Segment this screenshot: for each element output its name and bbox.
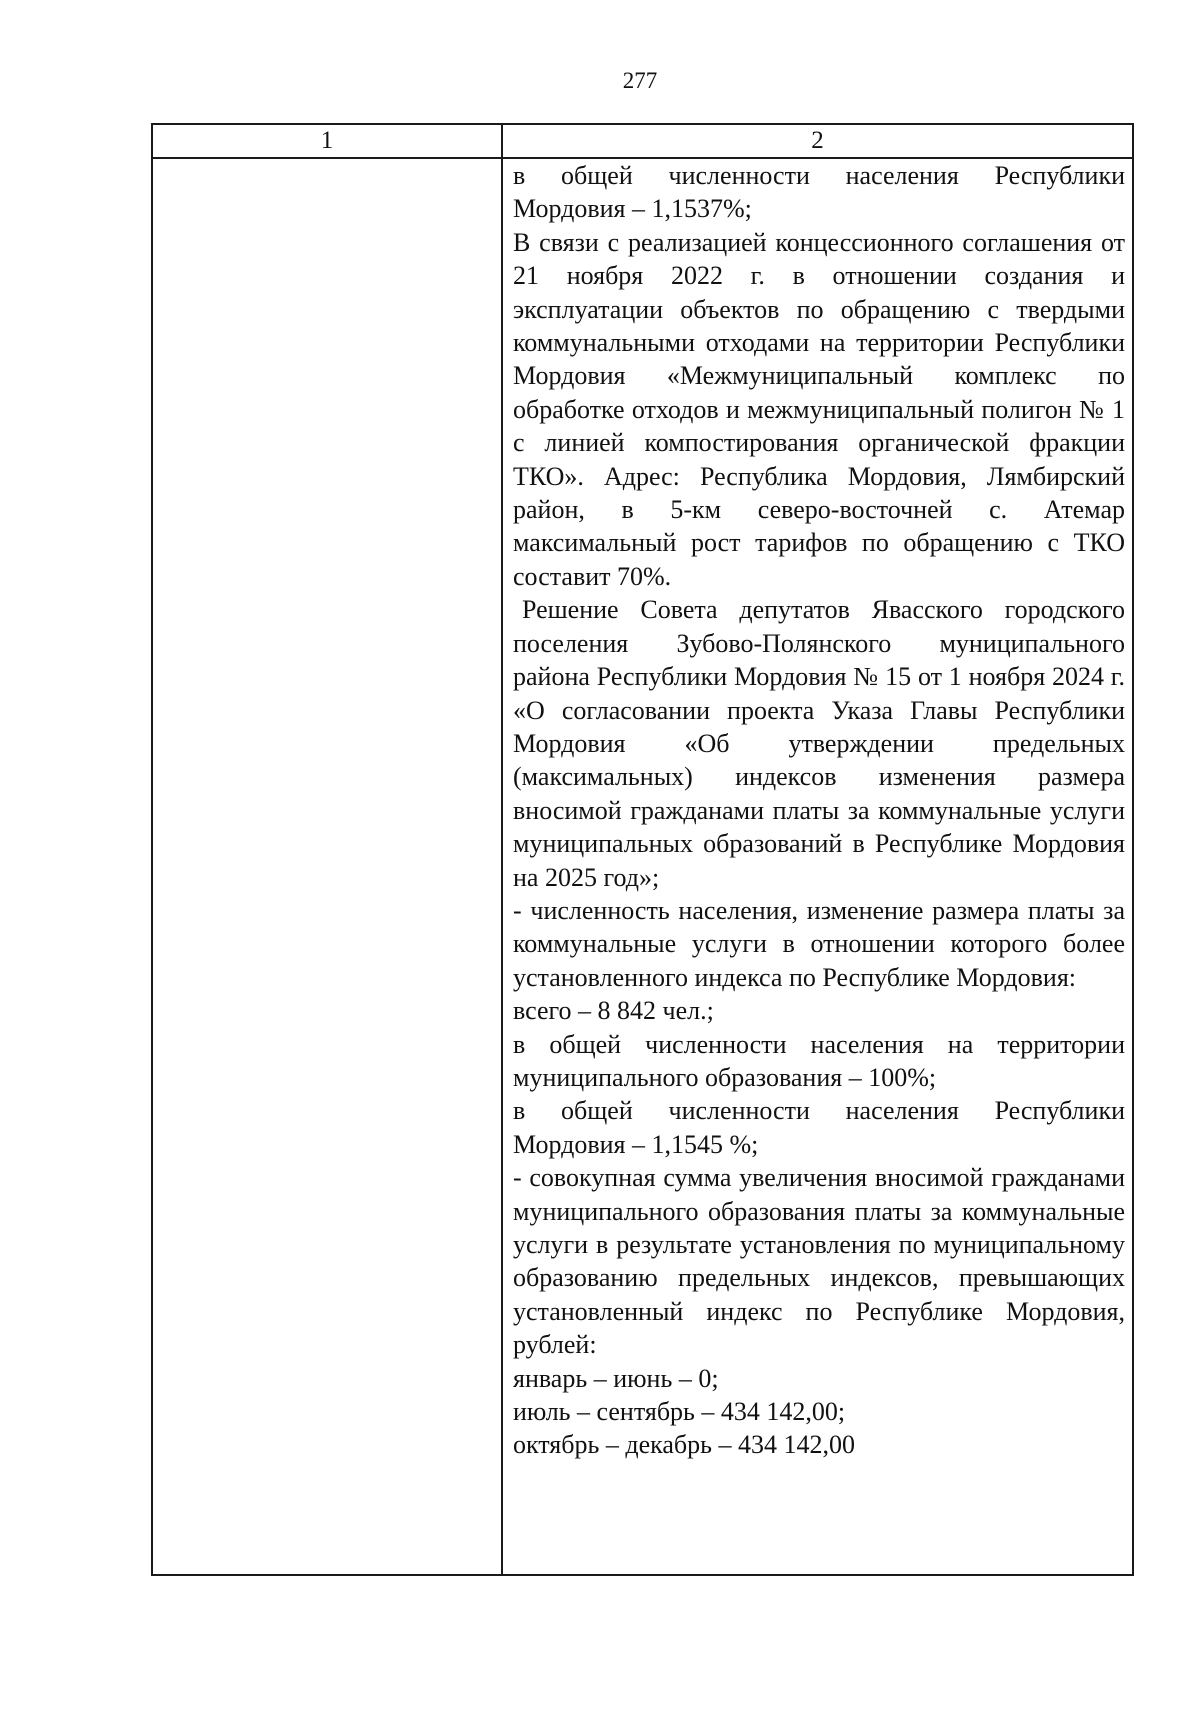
paragraph-total-increase-heading: - совокупная сумма увеличения вносимой гражданами муниципального образования платы за коммунальные услуги в результате установления по муниципальному образованию предельных индексов, превышающих установленный индекс по Республике Мордовия, рублей: bbox=[513, 1163, 1125, 1360]
paragraph-population-count-heading: - численность населения, изменение размера платы за коммунальные услуги в отношении которого более установленного индекса по Республике Мордовия: bbox=[513, 895, 1125, 992]
paragraph-population-share-1: в общей численности населения Республики Мордовия – 1,1537%; bbox=[513, 161, 1125, 224]
paragraph-municipal-share: в общей численности населения на территории муниципального образования – 100%; bbox=[513, 1029, 1125, 1092]
paragraph-population-total: всего – 8 842 чел.; bbox=[513, 996, 714, 1026]
page-number: 277 bbox=[622, 68, 658, 93]
table-cell-column-2 bbox=[513, 159, 1125, 1462]
document-table bbox=[151, 123, 1134, 1576]
paragraph-oct-dec: октябрь – декабрь – 434 142,00 bbox=[513, 1430, 855, 1460]
paragraph-jul-sep: июль – сентябрь – 434 142,00; bbox=[513, 1397, 846, 1427]
table-header-row bbox=[153, 125, 1132, 159]
column-header-1: 1 bbox=[320, 127, 334, 154]
paragraph-republic-share: в общей численности населения Республики Мордовия – 1,1545 %; bbox=[513, 1096, 1125, 1159]
paragraph-concession-agreement: В связи с реализацией концессионного соглашения от 21 ноября 2022 г. в отношении создания и эксплуатации объектов по обращению с твердыми коммунальными отходами на территории Республики Мордовия «Межмуниципальный комплекс по обработке отходов и межмуниципальный полигон № 1 с линией компостирования органической фракции ТКО». Адрес: Республика Мордовия, Лямбирский район, в 5-км северо-восточней с. Атемар максимальный рост тарифов по обращению с ТКО составит 70%. bbox=[513, 227, 1125, 591]
paragraph-council-decision: Решение Совета депутатов Явасского городского поселения Зубово-Полянского муниципального района Республики Мордовия № 15 от 1 ноября 2024 г. «О согласовании проекта Указа Главы Республики Мордовия «Об утверждении предельных (максимальных) индексов изменения размера вносимой гражданами платы за коммунальные услуги муниципальных образований в Республике Мордовия на 2025 год»; bbox=[513, 595, 1125, 892]
paragraph-jan-jun: январь – июнь – 0; bbox=[513, 1363, 719, 1393]
column-header-2: 2 bbox=[811, 127, 824, 154]
column-divider bbox=[501, 125, 503, 1574]
